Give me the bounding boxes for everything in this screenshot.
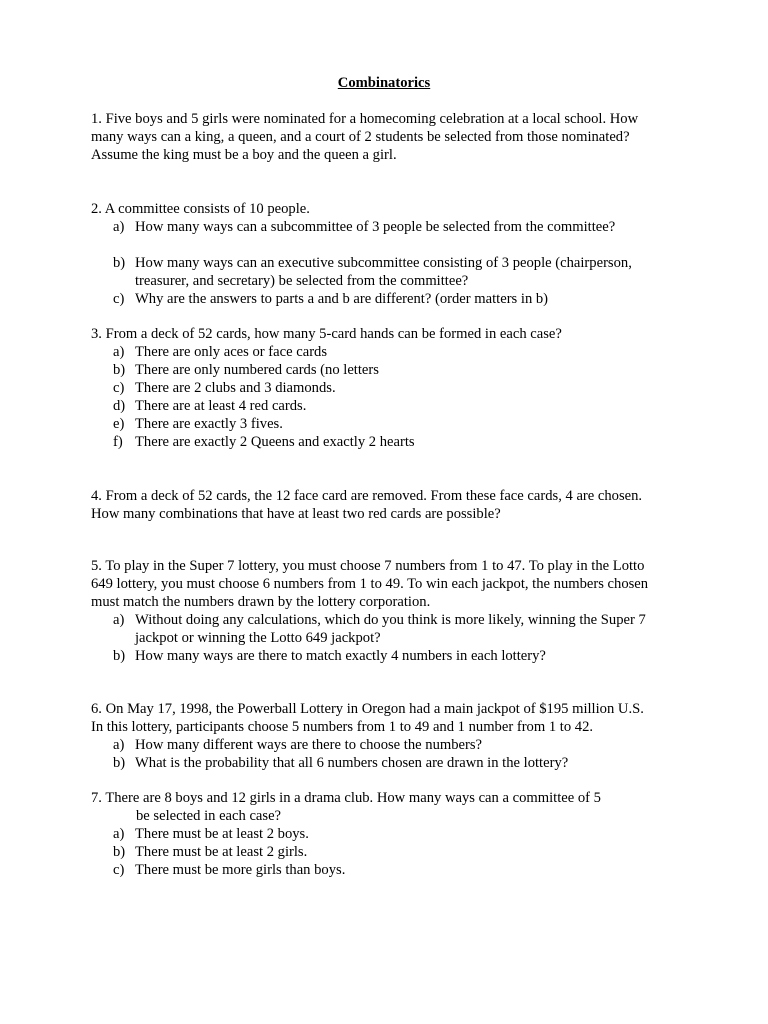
question-4-line: How many combinations that have at least two red cards are possible? bbox=[91, 506, 501, 522]
question-6-line: In this lottery, participants choose 5 numbers from 1 to 49 and 1 number from 1 to 42. bbox=[91, 719, 594, 735]
item-label: a) bbox=[113, 219, 125, 235]
question-5-line: 5. To play in the Super 7 lottery, you must choose 7 numbers from 1 to 47. To play in the Lotto bbox=[91, 558, 645, 574]
question-1 bbox=[91, 110, 691, 164]
item-label: d) bbox=[113, 398, 126, 414]
item-text-line: What is the probability that all 6 numbers chosen are drawn in the lottery? bbox=[135, 755, 569, 771]
question-5-line: must match the numbers drawn by the lottery corporation. bbox=[91, 594, 431, 610]
item-label: c) bbox=[113, 291, 125, 307]
question-3-stem bbox=[91, 325, 691, 343]
item-text-line: How many ways can a subcommittee of 3 people be selected from the committee? bbox=[135, 219, 616, 235]
item-text: There must be more girls than boys. bbox=[135, 862, 346, 878]
item-text-line: jackpot or winning the Lotto 649 jackpot? bbox=[135, 630, 381, 646]
question-5 bbox=[91, 557, 691, 611]
question-4-line: 4. From a deck of 52 cards, the 12 face card are removed. From these face cards, 4 are chosen. bbox=[91, 488, 643, 504]
question-1-line: 1. Five boys and 5 girls were nominated for a homecoming celebration at a local school. How bbox=[91, 111, 639, 127]
item-label: b) bbox=[113, 648, 126, 664]
item-label: e) bbox=[113, 416, 125, 432]
item-text-line: treasurer, and secretary) be selected from the committee? bbox=[135, 273, 469, 289]
item-text bbox=[135, 218, 615, 236]
item-label: a) bbox=[113, 826, 125, 842]
item-text bbox=[135, 736, 482, 754]
question-5-line: 649 lottery, you must choose 6 numbers from 1 to 49. To win each jackpot, the numbers chosen bbox=[91, 576, 649, 592]
question-2-stem-text: 2. A committee consists of 10 people. bbox=[91, 201, 310, 217]
item-text bbox=[135, 647, 546, 665]
item-label: a) bbox=[113, 344, 125, 360]
item-text-line: How many ways can an executive subcommittee consisting of 3 people (chairperson, bbox=[135, 255, 632, 271]
item-text-line: How many different ways are there to choose the numbers? bbox=[135, 737, 483, 753]
question-7-line: 7. There are 8 boys and 12 girls in a drama club. How many ways can a committee of 5 bbox=[91, 790, 601, 806]
question-6-line: 6. On May 17, 1998, the Powerball Lottery in Oregon had a main jackpot of $195 million U.S. bbox=[91, 701, 644, 717]
question-7-line: be selected in each case? bbox=[136, 808, 282, 824]
item-text: There must be at least 2 boys. bbox=[135, 826, 309, 842]
item-label: b) bbox=[113, 362, 126, 378]
question-6 bbox=[91, 700, 691, 736]
item-text-line: How many ways are there to match exactly 4 numbers in each lottery? bbox=[135, 648, 546, 664]
item-text: There are 2 clubs and 3 diamonds. bbox=[135, 380, 336, 396]
question-4 bbox=[91, 487, 691, 523]
item-text: There must be at least 2 girls. bbox=[135, 844, 308, 860]
item-text: There are exactly 2 Queens and exactly 2 hearts bbox=[135, 434, 415, 450]
question-1-line: Assume the king must be a boy and the queen a girl. bbox=[91, 147, 397, 163]
item-text-line: Without doing any calculations, which do you think is more likely, winning the Super 7 bbox=[135, 612, 646, 628]
item-text: There are exactly 3 fives. bbox=[135, 416, 283, 432]
item-text: There are only aces or face cards bbox=[135, 344, 328, 360]
item-label: c) bbox=[113, 380, 125, 396]
item-text: There are only numbered cards (no letters bbox=[135, 362, 379, 378]
question-3-stem-text: 3. From a deck of 52 cards, how many 5-card hands can be formed in each case? bbox=[91, 326, 562, 342]
item-label: b) bbox=[113, 755, 126, 771]
question-1-line: many ways can a king, a queen, and a court of 2 students be selected from those nominated? bbox=[91, 129, 630, 145]
question-7 bbox=[91, 789, 691, 825]
page-title: Combinatorics bbox=[337, 75, 431, 91]
item-label: a) bbox=[113, 737, 125, 753]
item-label: b) bbox=[113, 255, 126, 271]
item-label: c) bbox=[113, 862, 125, 878]
question-2-stem bbox=[91, 200, 691, 218]
item-text bbox=[135, 754, 568, 772]
item-text bbox=[135, 254, 632, 290]
item-label: a) bbox=[113, 612, 125, 628]
item-text-line: Why are the answers to parts a and b are different? (order matters in b) bbox=[135, 291, 549, 307]
item-text bbox=[135, 611, 646, 647]
item-label: f) bbox=[113, 434, 123, 450]
item-text bbox=[135, 290, 548, 308]
item-label: b) bbox=[113, 844, 126, 860]
item-text: There are at least 4 red cards. bbox=[135, 398, 307, 414]
